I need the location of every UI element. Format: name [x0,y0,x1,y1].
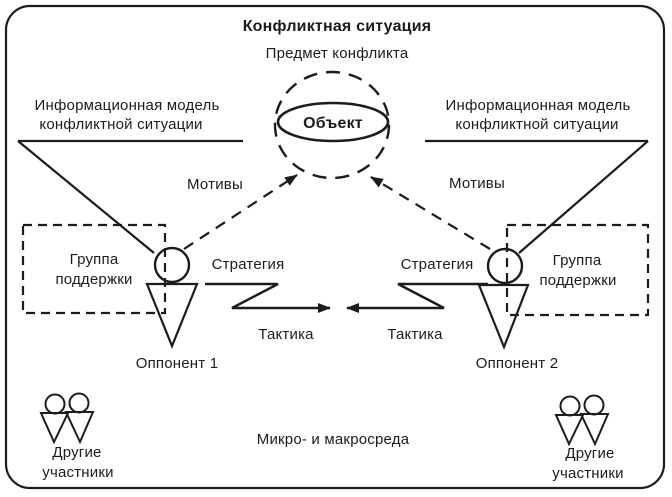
right-strategy-label: Стратегия [400,256,474,273]
right-strategy-tactics-zigzag-arrow [347,284,488,308]
right-others-line2: участники [552,465,624,482]
left-info-model-diagonal-line [18,141,154,253]
left-support-group-line1: Группа [69,251,119,268]
left-others-line1: Другие [52,444,102,461]
opponent1-person-icon [147,248,197,346]
left-others-body1 [41,413,68,442]
left-others-line2: участники [42,464,114,481]
right-support-group-line2: поддержки [539,272,617,289]
left-support-group-line2: поддержки [55,271,133,288]
right-others-line1: Другие [565,445,615,462]
left-info-model-line2: конфликтной ситуации [39,116,203,133]
right-support-group-line1: Группа [552,252,602,269]
left-others-body2 [66,412,93,442]
object-label: Объект [303,115,363,132]
left-info-model-line1: Информационная модель [34,97,220,114]
right-support-group-box [507,225,648,315]
right-others-body1 [556,415,583,444]
right-info-model-diagonal-line [519,141,648,253]
diagram-title: Конфликтная ситуация [242,18,432,35]
left-strategy-tactics-zigzag-arrow [205,284,330,308]
left-tactics-label: Тактика [258,326,314,343]
opponent2-body [479,285,528,347]
left-other-participants-icon [41,394,93,443]
right-others-body2 [581,414,608,444]
right-info-model-line2: конфликтной ситуации [455,116,619,133]
opponent1-body [147,284,197,346]
right-tactics-label: Тактика [387,326,443,343]
right-info-model-line1: Информационная модель [445,97,631,114]
left-others-head1 [46,395,65,414]
opponent2-head [488,249,522,283]
right-others-head2 [585,396,604,415]
left-support-group-box [23,225,165,313]
left-strategy-label: Стратегия [211,256,285,273]
left-motives-label: Мотивы [187,176,243,193]
opponent1-label: Оппонент 1 [135,355,219,372]
conflict-subject-label: Предмет конфликта [265,45,409,62]
left-others-head2 [70,394,89,413]
environment-label: Микро- и макросреда [256,431,410,448]
right-motives-label: Мотивы [449,175,505,192]
right-others-head1 [561,397,580,416]
opponent2-person-icon [479,249,528,347]
right-other-participants-icon [556,396,608,445]
opponent1-head [155,248,189,282]
opponent2-label: Оппонент 2 [475,355,559,372]
